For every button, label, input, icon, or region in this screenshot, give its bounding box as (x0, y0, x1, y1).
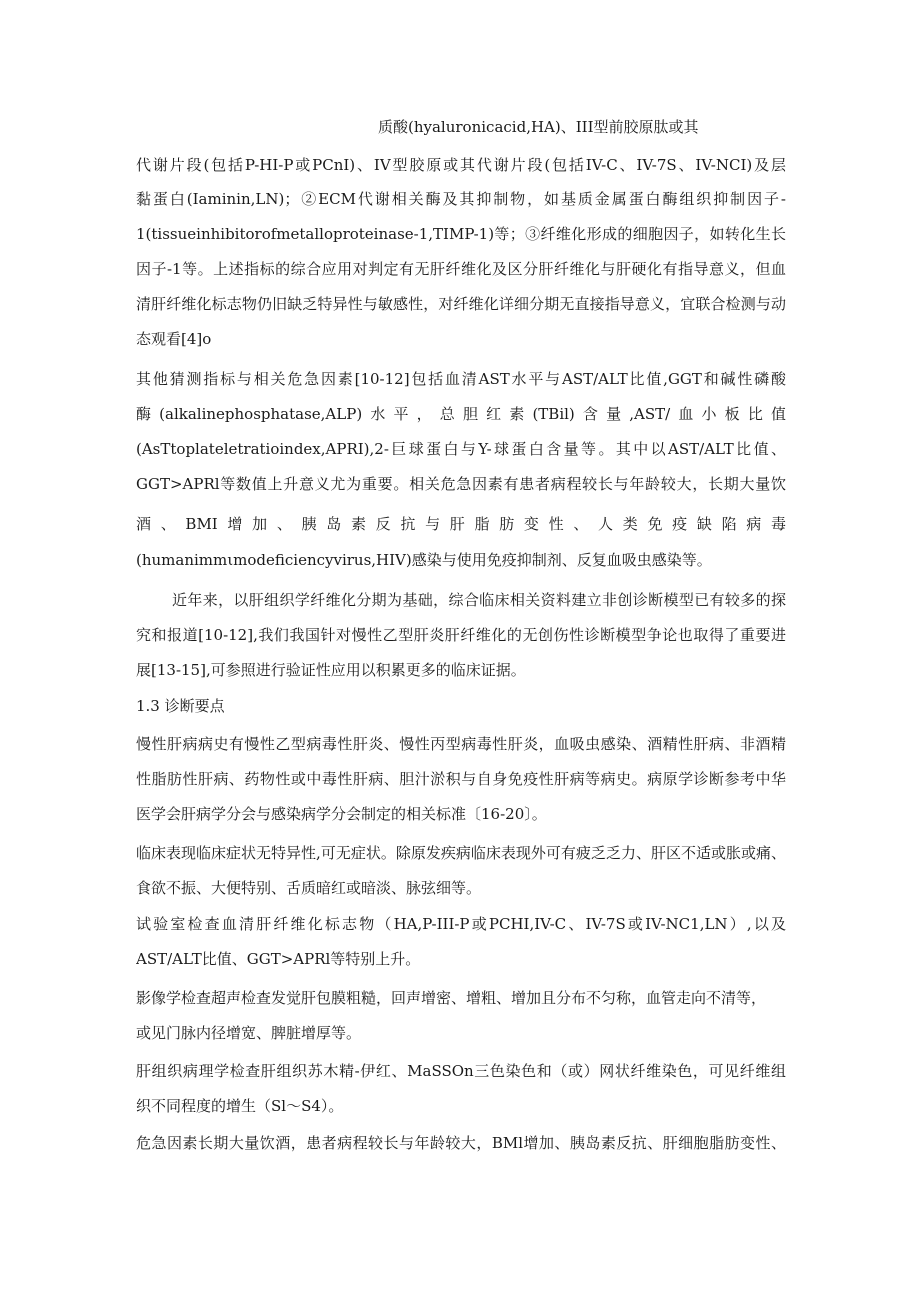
section-heading-1-3: 1.3 诊断要点 (136, 697, 225, 715)
paragraph-2-line-6: (humanimmιmodeficiencyvirus,HIV)感染与使用免疫抑制剂、反复血吸虫感染等。 (136, 551, 712, 569)
paragraph-8-line-1: 肝组织病理学检查肝组织苏木精-伊红、MaSSOn三色染色和（或）网状纤维染色，可见纤维组 (136, 1062, 786, 1080)
paragraph-2-line-2: 酶(alkalinephosphatase,ALP)水平，总胆红素(TBil)含量,AST/血小板比值 (136, 405, 786, 423)
paragraph-4-line-2: 性脂肪性肝病、药物性或中毒性肝病、胆汁淤积与自身免疫性肝病等病史。病原学诊断参考中华 (136, 770, 786, 788)
paragraph-1-line-4: 1(tissueinhibitorofmetalloproteinase-1,TIMP-1)等；③纤维化形成的细胞因子，如转化生长 (136, 225, 786, 243)
paragraph-7-line-1: 影像学检查超声检查发觉肝包膜粗糙，回声增密、增粗、增加且分布不匀称，血管走向不清等， (136, 989, 767, 1007)
paragraph-8-line-2: 织不同程度的增生（Sl～S4）。 (136, 1097, 344, 1115)
paragraph-5-line-1: 临床表现临床症状无特异性,可无症状。除原发疾病临床表现外可有疲乏乏力、肝区不适或胀或痛、 (136, 844, 786, 862)
paragraph-2-line-4: GGT>APRl等数值上升意义尤为重要。相关危急因素有患者病程较长与年龄较大，长期大量饮 (136, 475, 786, 493)
paragraph-3-line-2: 究和报道[10-12],我们我国针对慢性乙型肝炎肝纤维化的无创伤性诊断模型争论也取得了重要进 (136, 626, 786, 644)
paragraph-1-line-7: 态观看[4]o (136, 330, 212, 348)
paragraph-6-line-1: 试验室检查血清肝纤维化标志物（HA,P-III-P或PCHI,IV-C、IV-7S或IV-NC1,LN）,以及 (136, 915, 786, 933)
paragraph-3-line-3: 展[13-15],可参照进行验证性应用以积累更多的临床证据。 (136, 661, 526, 679)
paragraph-9-line-1: 危急因素长期大量饮酒，患者病程较长与年龄较大，BMl增加、胰岛素反抗、肝细胞脂肪变性、 (136, 1134, 786, 1152)
paragraph-6-line-2: AST/ALT比值、GGT>APRl等特别上升。 (136, 950, 421, 968)
paragraph-4-line-3: 医学会肝病学分会与感染病学分会制定的相关标准〔16-20〕。 (136, 805, 547, 823)
paragraph-1-line-6: 清肝纤维化标志物仍旧缺乏特异性与敏感性，对纤维化详细分期无直接指导意义，宜联合检测与动 (136, 295, 786, 313)
paragraph-1-line-5: 因子-1等。上述指标的综合应用对判定有无肝纤维化及区分肝纤维化与肝硬化有指导意义，但血 (136, 260, 786, 278)
paragraph-4-line-1: 慢性肝病病史有慢性乙型病毒性肝炎、慢性丙型病毒性肝炎，血吸虫感染、酒精性肝病、非酒精 (136, 735, 786, 753)
paragraph-5-line-2: 食欲不振、大便特别、舌质暗红或暗淡、脉弦细等。 (136, 879, 482, 897)
paragraph-1-line-1: 质酸(hyaluronicacid,HA)、III型前胶原肽或其 (378, 118, 699, 136)
paragraph-2-line-1: 其他猜测指标与相关危急因素[10-12]包括血清AST水平与AST/ALT比值,GGT和碱性磷酸 (136, 370, 786, 388)
paragraph-3-line-1: 近年来，以肝组织学纤维化分期为基础，综合临床相关资料建立非创诊断模型已有较多的探 (172, 591, 786, 609)
paragraph-7-line-2: 或见门脉内径增宽、脾脏增厚等。 (136, 1024, 362, 1042)
paragraph-1-line-2: 代谢片段(包括P-HI-P或PCnI)、IV型胶原或其代谢片段(包括IV-C、IV-7S、IV-NCI)及层 (136, 156, 786, 174)
paragraph-2-line-3: (AsTtoplateletratioindex,APRI),2-巨球蛋白与Y-球蛋白含量等。其中以AST/ALT比值、 (136, 440, 786, 458)
paragraph-1-line-3: 黏蛋白(Iaminin,LN)；②ECM代谢相关酶及其抑制物，如基质金属蛋白酶组织抑制因子- (136, 190, 786, 208)
paragraph-2-line-5: 酒、BMI增加、胰岛素反抗与肝脂肪变性、人类免疫缺陷病毒 (136, 515, 786, 533)
